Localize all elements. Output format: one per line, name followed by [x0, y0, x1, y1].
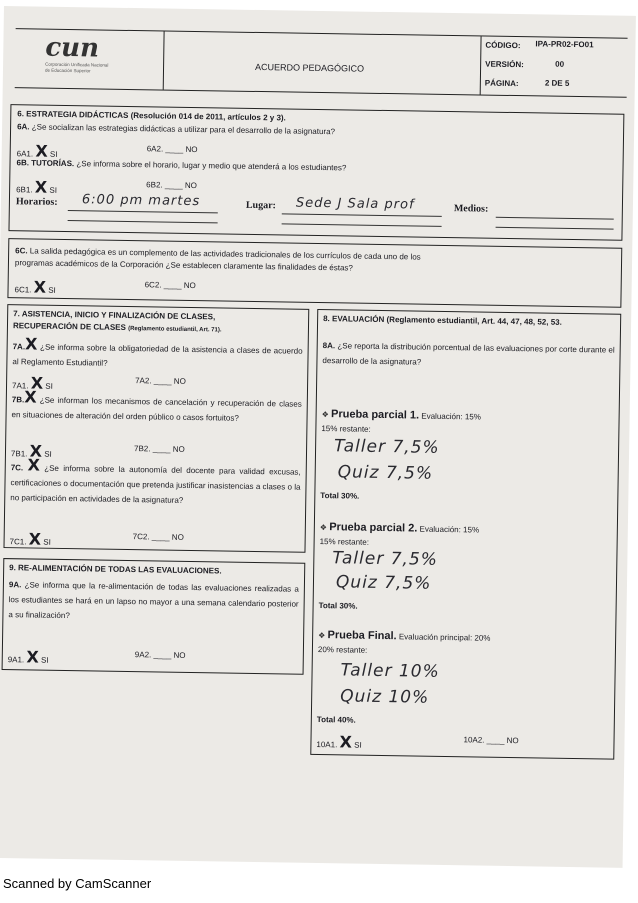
document-header	[15, 28, 628, 98]
question-6b: 6B. TUTORÍAS. ¿Se informa sobre el horario, lugar y medio que atenderá a los estudiantes?	[16, 158, 347, 173]
p2-total: Total 30%.	[318, 601, 358, 611]
answer-7a1: 7A1. X SI	[11, 373, 53, 393]
pf-quiz-handwritten: Quiz 10%	[340, 686, 430, 708]
section-9-box	[2, 558, 306, 675]
answer-6b1: 6B1. X SI	[16, 177, 58, 197]
answer-10a2: 10A2. ____ NO	[463, 735, 519, 746]
section-7-box	[3, 304, 309, 553]
section-8-box	[310, 309, 621, 760]
medios-label: Medios:	[453, 203, 489, 215]
checkmark-x-icon: X	[24, 334, 38, 354]
answer-7b1: 7B1. X SI	[10, 441, 52, 461]
cun-logo	[45, 34, 109, 75]
prueba-parcial-1: ❖ Prueba parcial 1. Evaluación: 15%	[321, 408, 481, 422]
page-label: PÁGINA:	[484, 78, 519, 89]
section-8-heading: 8. EVALUACIÓN (Reglamento estudiantil, Art. 44, 47, 48, 52, 53.	[323, 314, 562, 327]
p1-restante: 15% restante:	[321, 424, 371, 434]
answer-6b2: 6B2. ____ NO	[146, 180, 197, 191]
checkmark-x-icon: X	[29, 441, 43, 461]
answer-9a1: 9A1. X SI	[7, 647, 49, 667]
section-6c-box	[7, 238, 622, 308]
logo-subtitle: Corporación Unificada Nacional	[45, 61, 109, 68]
answer-6a2: 6A2. ____ NO	[146, 144, 198, 155]
p2-taller-handwritten: Taller 7,5%	[332, 548, 439, 570]
answer-9a2: 9A2. ____ NO	[134, 650, 186, 660]
question-6c-line-2: programas académicos de la Corporación ¿Se establecen claramente las finalidades de éstas?	[14, 258, 353, 273]
section-7-title-2: RECUPERACIÓN DE CLASES (Reglamento estudiantil, Art. 71).	[12, 321, 222, 334]
logo-subtitle-2: de Educación Superior	[44, 67, 91, 74]
question-7b: 7B.X ¿Se informan los mecanismos de cancelación y recuperación de clases en situaciones de alteración del orden público o casos fortuitos?	[11, 387, 302, 423]
checkmark-x-icon: X	[26, 647, 39, 667]
horarios-label: Horarios:	[15, 196, 58, 208]
p2-quiz-handwritten: Quiz 7,5%	[335, 572, 432, 594]
code-value: IPA-PR02-FO01	[535, 39, 594, 50]
logo-wordmark: cun	[45, 32, 100, 64]
checkmark-x-icon: X	[24, 387, 37, 407]
checkmark-x-icon: X	[34, 177, 48, 197]
pf-total: Total 40%.	[316, 715, 356, 725]
section-6-box	[8, 104, 624, 241]
pf-taller-handwritten: Taller 10%	[340, 660, 440, 682]
p1-total: Total 30%.	[320, 491, 360, 501]
diamond-bullet-icon: ❖	[321, 410, 329, 420]
p2-restante: 15% restante:	[319, 537, 370, 547]
section-7-title: 7. ASISTENCIA, INICIO Y FINALIZACIÓN DE CLASES,	[13, 309, 216, 322]
question-7a: 7A.X ¿Se informa sobre la obligatoriedad de la asistencia a clases de acuerdo al Reglamento Estudiantil?	[12, 334, 303, 368]
prueba-parcial-2: ❖ Prueba parcial 2. Evaluación: 15%	[319, 521, 480, 535]
checkmark-x-icon: X	[339, 732, 353, 752]
answer-7b2: 7B2. ____ NO	[133, 444, 185, 454]
prueba-final: ❖ Prueba Final. Evaluación principal: 20%	[318, 629, 491, 643]
section-6-ref: (Resolución 014 de 2011, artículos 2 y 3).	[130, 111, 286, 123]
answer-6c2: 6C2. ____ NO	[144, 280, 196, 291]
answer-7c1: 7C1. X SI	[9, 529, 51, 549]
p1-taller-handwritten: Taller 7,5%	[333, 436, 440, 458]
page-title: ACUERDO PEDAGÓGICO	[254, 61, 365, 74]
section-9-title: 9. RE-ALIMENTACIÓN DE TODAS LAS EVALUACIONES.	[9, 563, 222, 576]
checkmark-x-icon: X	[30, 373, 44, 393]
question-6a: 6A. ¿Se socializan las estrategias didácticas a utilizar para el desarrollo de la asignatura?	[17, 122, 336, 137]
checkmark-x-icon: X	[27, 455, 41, 475]
question-7c: 7C. X ¿Se informa sobre la autonomía del docente para validad excusas, certificaciones o documentación que pretenda justificar inasistencias a clases o la no participación en actividades de la asignatura?	[10, 455, 301, 505]
question-6c: 6C. La salida pedagógica es un complemento de las actividades tradicionales de los currículos de cada uno de los	[15, 246, 421, 262]
diamond-bullet-icon: ❖	[319, 523, 328, 533]
answer-7c2: 7C2. ____ NO	[132, 532, 184, 542]
question-9a: 9A. ¿Se informa que la re-alimentación de todas las evaluaciones realizadas a los estudiantes se hará en un lapso no mayor a una semana calendario posterior a su finalización?	[8, 580, 299, 621]
checkmark-x-icon: X	[28, 529, 42, 549]
scanned-paper	[0, 6, 636, 868]
page-number: 2 DE 5	[544, 78, 570, 88]
lugar-label: Lugar:	[245, 199, 276, 212]
code-label: CÓDIGO:	[485, 40, 521, 51]
answer-6a1: 6A1. X SI	[16, 141, 58, 161]
scanner-watermark: Scanned by CamScanner	[3, 876, 152, 891]
section-6-title: 6. ESTRATEGIA DIDÁCTICAS	[17, 109, 129, 120]
version-label: VERSIÓN:	[485, 59, 524, 70]
checkmark-x-icon: X	[33, 277, 47, 297]
question-8a: 8A. ¿Se reporta la distribución porcentual de las evaluaciones por corte durante el desarrollo de la asignatura?	[322, 341, 615, 367]
diamond-bullet-icon: ❖	[318, 631, 326, 641]
pf-restante: 20% restante:	[317, 645, 368, 655]
lugar-handwritten: Sede J Sala prof	[295, 195, 415, 213]
answer-7a2: 7A2. ____ NO	[135, 376, 186, 386]
p1-quiz-handwritten: Quiz 7,5%	[337, 462, 434, 484]
answer-6c1: 6C1. X SI	[14, 277, 56, 297]
checkmark-x-icon: X	[35, 141, 48, 161]
answer-10a1: 10A1. X SI	[316, 732, 362, 752]
horarios-handwritten: 6:00 pm martes	[81, 192, 201, 210]
version-value: 00	[555, 59, 565, 69]
